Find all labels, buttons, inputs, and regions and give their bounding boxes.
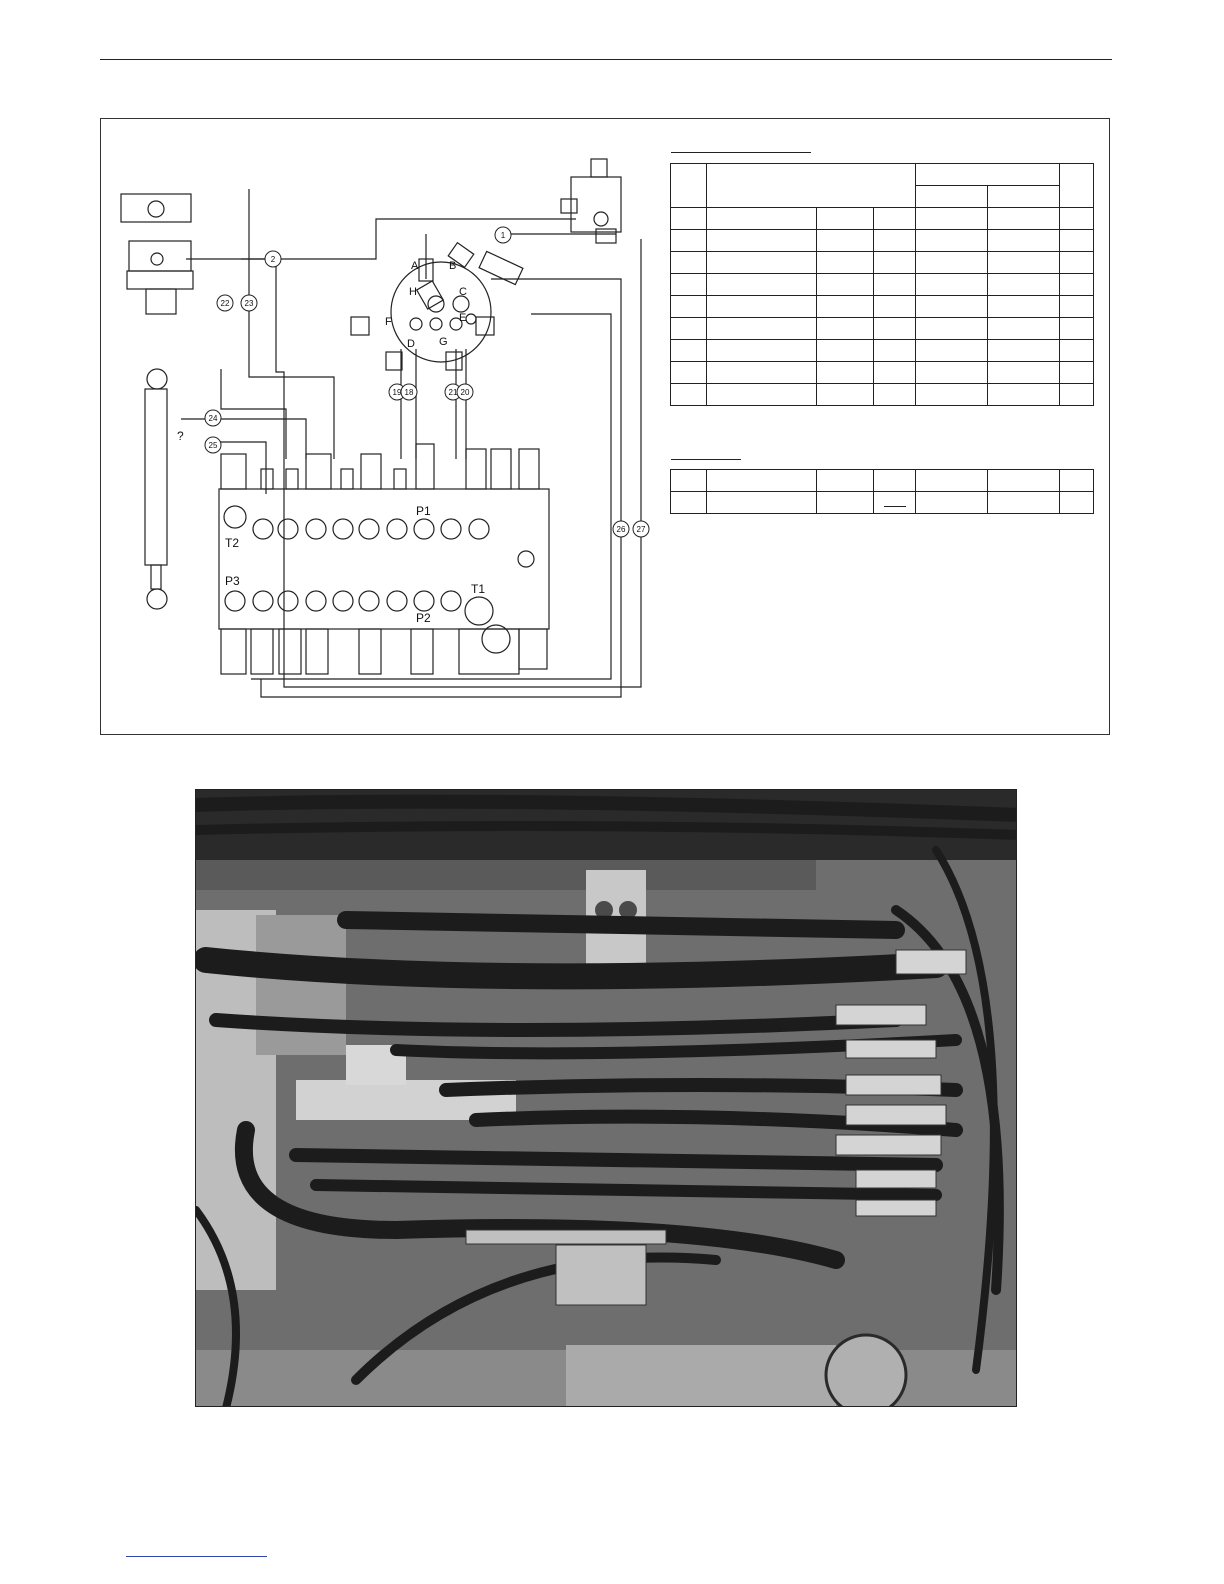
valve-port-label: T2 (225, 536, 240, 550)
hose-number: 23 (244, 299, 254, 308)
hose-number: 26 (616, 525, 626, 534)
swivel-port-label: F (385, 316, 392, 328)
hose-number: 24 (208, 414, 218, 423)
hose-number: 20 (460, 388, 470, 397)
fitting-spec-table (670, 469, 1094, 514)
valve-port-label: P3 (225, 574, 240, 588)
valve-port-label: P2 (416, 611, 431, 625)
hose-number: 2 (270, 255, 276, 264)
swivel-port-label: D (407, 338, 415, 350)
hose-number: 1 (500, 231, 506, 240)
footer-link-underline[interactable] (126, 1556, 267, 1557)
hose-photo-illustration (196, 790, 1017, 1407)
table-title-rule (671, 459, 741, 460)
valve-port-label: P1 (416, 504, 431, 518)
hose-number: 19 (392, 388, 402, 397)
legend-mark: ? (177, 429, 184, 443)
swivel-port-label: G (439, 336, 448, 348)
swivel-port-label: C (459, 286, 467, 298)
hose-number: 21 (448, 388, 458, 397)
hose-number: 22 (220, 299, 230, 308)
hose-number: 25 (208, 441, 218, 450)
valve-port-label: T1 (471, 582, 486, 596)
header-rule (100, 59, 1112, 60)
hose-routing-photo (195, 789, 1017, 1407)
table-title-rule (671, 152, 811, 153)
hose-number: 27 (636, 525, 646, 534)
swivel-port-label: B (449, 260, 457, 272)
swivel-port-label: H (409, 286, 417, 298)
hose-spec-table (670, 163, 1094, 406)
hose-number: 18 (404, 388, 414, 397)
swivel-port-label: A (411, 260, 419, 272)
hydraulic-diagram-frame (100, 118, 1110, 735)
swivel-port-label: E (459, 312, 467, 324)
